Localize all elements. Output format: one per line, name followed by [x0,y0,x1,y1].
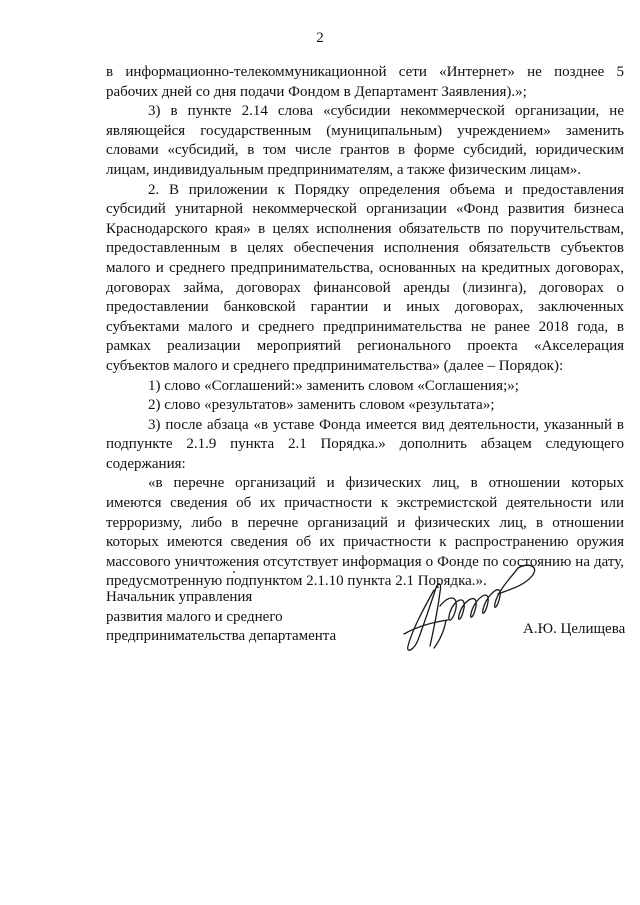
paragraph-continuation: в информационно-телекоммуникационной сети «Интернет» не позднее 5 рабочих дней со дня подачи Фондом в Департамент Заявления).»; [106,64,624,100]
page-number: 2 [316,30,324,46]
signatory-name: А.Ю. Целищева [523,621,626,637]
stray-mark [233,571,235,573]
signatory-title-line: Начальник управления [106,589,253,605]
paragraph-subitem-2: 2) слово «результатов» заменить словом «результата»; [148,397,495,414]
signatory-title-line: предпринимательства департамента [106,628,337,645]
signatory-title-line: развития малого и среднего [106,608,283,625]
signatory-title [106,588,336,647]
handwritten-signature [400,560,550,660]
paragraph-quoted-addition: «в перечне организаций и физических лиц, в отношении которых имеются сведения об их причастности к экстремистской деятельности или терроризму, либо в перечне организаций и физических лиц, в отношении которых имеются сведения об их причастности к распространению оружия массового уничтожения отсутствует информация о Фонде по состоянию на дату, предусмотренную подпунктом 2.1.10 пункта 2.1 Порядка.». [106,475,624,590]
document-body [106,63,624,592]
paragraph-subitem-3: 3) после абзаца «в уставе Фонда имеется вид деятельности, указанный в подпункте 2.1.9 пункта 2.1 Порядка.» дополнить абзацем следующего содержания: [106,416,624,472]
paragraph-subitem-1: 1) слово «Соглашений:» заменить словом «Соглашения;»; [148,377,519,394]
paragraph-item-2-appendix: 2. В приложении к Порядку определения объема и предоставления субсидий унитарной некоммерческой организации «Фонд развития бизнеса Краснодарского края» в целях исполнения обязательств по поручительствам, предоставленным в целях обеспечения исполнения обязательств субъектов малого и среднего предпринимательства, основанных на кредитных договорах, договорах займа, договорах финансовой аренды (лизинга), договорах о предоставлении банковской гарантии и иных договорах, заключенных субъектами малого и среднего предпринимательства не ранее 2018 года, в рамках реализации мероприятий регионального проекта «Акселерация субъектов малого и среднего предпринимательства» (далее – Порядок): [106,181,624,374]
paragraph-item-3-clause-2-14: 3) в пункте 2.14 слова «субсидии некоммерческой организации, не являющейся государственным (муниципальным) учреждением» заменить словами «субсидий, в том числе грантов в форме субсидий, юридическим лицам, индивидуальным предпринимателям, а также физическим лицам». [106,103,624,178]
